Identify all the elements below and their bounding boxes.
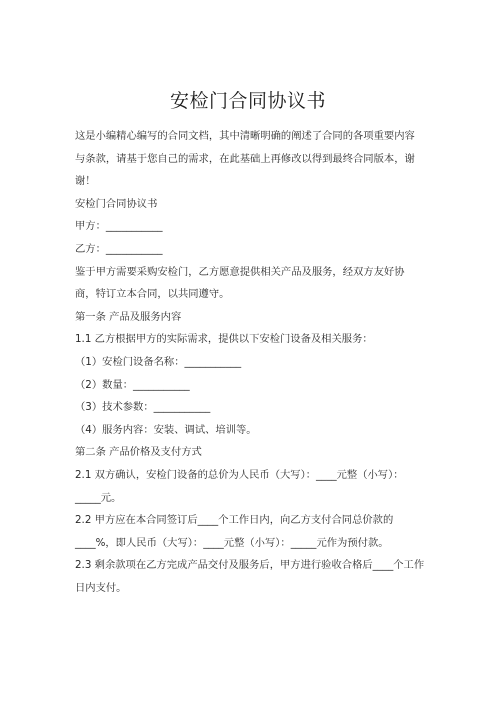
clause-1-1-item-4: （4）服务内容：安装、调试、培训等。 [75, 423, 257, 436]
clause-1-1: 1.1 乙方根据甲方的实际需求，提供以下安检门设备及相关服务： [75, 333, 373, 346]
clause-2-3: 2.3 剩余款项在乙方完成产品交付及服务后，甲方进行验收合格后____个工作日内支付。 [75, 559, 425, 594]
document-title: 安检门合同协议书 [169, 90, 326, 112]
clause-1-1-item-1: （1）安检门设备名称：___________ [75, 355, 242, 368]
preamble-paragraph: 鉴于甲方需要采购安检门，乙方愿意提供相关产品及服务，经双方友好协商，特订立本合同，以共同遵守。 [75, 265, 405, 301]
party-b-line: 乙方：___________ [75, 242, 163, 255]
article-2-heading: 第二条 产品价格及支付方式 [75, 446, 202, 459]
document-body [75, 125, 425, 599]
clause-1-1-item-3: （3）技术参数：___________ [75, 401, 211, 414]
clause-2-1: 2.1 双方确认，安检门设备的总价为人民币（大写）：____元整（小写）：_____元。 [75, 468, 404, 504]
clause-1-1-item-2: （2）数量：___________ [75, 378, 190, 391]
party-a-line: 甲方：___________ [75, 220, 163, 233]
clause-2-2: 2.2 甲方应在本合同签订后____个工作日内，向乙方支付合同总价款的____%，即人民币（大写）：____元整（小写）：_____元作为预付款。 [75, 514, 394, 549]
article-1-heading: 第一条 产品及服务内容 [75, 310, 182, 323]
subtitle-line: 安检门合同协议书 [75, 197, 158, 210]
intro-paragraph: 这是小编精心编写的合同文档，其中清晰明确的阐述了合同的各项重要内容与条款，请基于您自己的需求，在此基础上再修改以得到最终合同版本，谢谢！ [75, 130, 415, 188]
